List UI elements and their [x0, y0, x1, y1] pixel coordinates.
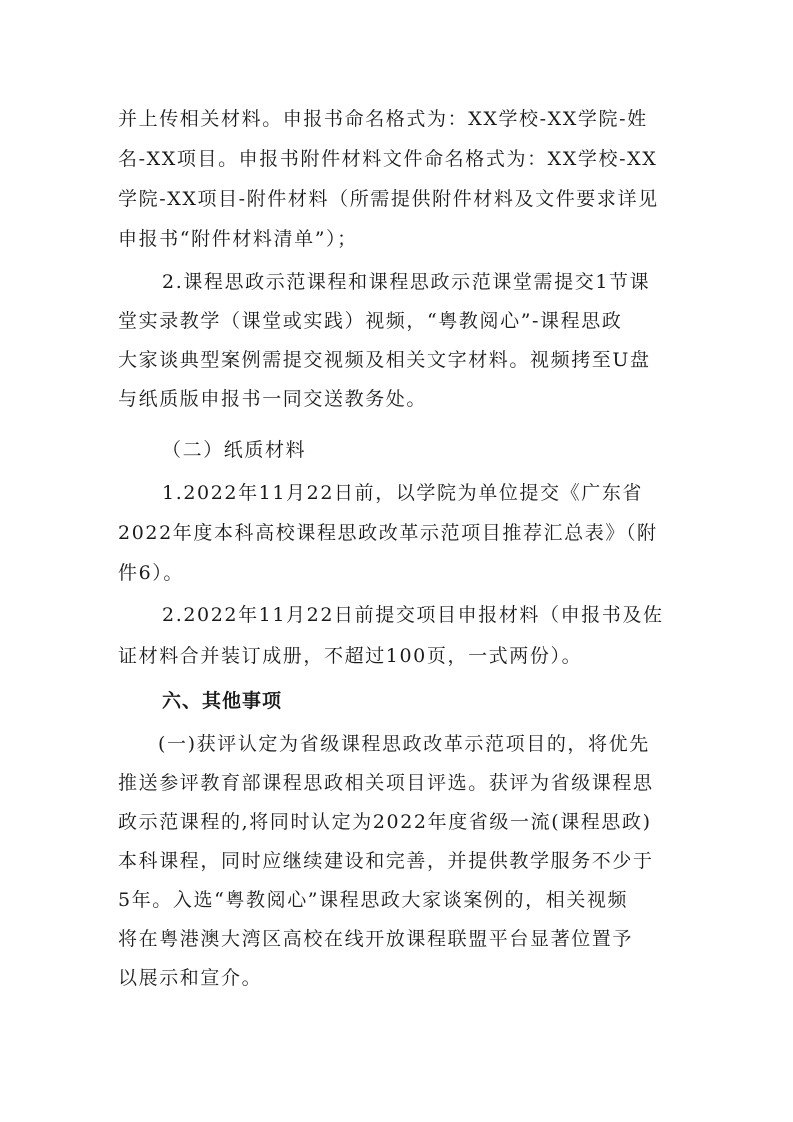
paragraph-line: 堂实录教学（课堂或实践）视频，“粤教阅心”-课程思政: [118, 310, 623, 332]
paragraph-line: 2.2022年11月22日前提交项目申报材料（申报书及佐: [162, 604, 664, 626]
paragraph-line: 本科课程，同时应继续建设和完善，并提供教学服务不少于: [118, 850, 654, 872]
paragraph-line: 件6）。: [118, 562, 184, 584]
paragraph-line: 2022年度本科高校课程思政改革示范项目推荐汇总表》（附: [118, 522, 658, 544]
paragraph-line: 大家谈典型案例需提交视频及相关文字材料。视频拷至U盘: [118, 349, 651, 371]
paragraph-line: 名-XX项目。申报书附件材料文件命名格式为：XX学校-XX: [118, 148, 658, 170]
paragraph-line: （二）纸质材料: [162, 439, 307, 461]
section-heading: 六、其他事项: [162, 690, 283, 712]
paragraph-line: 政示范课程的,将同时认定为2022年度省级一流(课程思政): [118, 811, 652, 833]
paragraph-line: 2.课程思政示范课程和课程思政示范课堂需提交1节课: [162, 271, 651, 293]
paragraph-line: 推送参评教育部课程思政相关项目评选。获评为省级课程思: [118, 772, 654, 794]
paragraph-line: 1.2022年11月22日前，以学院为单位提交《广东省: [162, 482, 644, 504]
paragraph-line: 与纸质版申报书一同交送教务处。: [118, 388, 428, 410]
paragraph-line: 5年。入选“粤教阅心”课程思政大家谈案例的，相关视频: [118, 889, 629, 911]
paragraph-line: 学院-XX项目-附件材料（所需提供附件材料及文件要求详见: [118, 188, 659, 210]
paragraph-line: 并上传相关材料。申报书命名格式为：XX学校-XX学院-姓: [118, 108, 648, 130]
paragraph-line: 以展示和宣介。: [118, 967, 263, 989]
paragraph-line: 将在粤港澳大湾区高校在线开放课程联盟平台显著位置予: [118, 928, 634, 950]
paragraph-line: 证材料合并装订成册，不超过100页，一式两份）。: [118, 645, 583, 667]
paragraph-line: (一)获评认定为省级课程思政改革示范项目的，将优先: [158, 733, 650, 755]
paragraph-line: 申报书“附件材料清单”）；: [118, 228, 358, 250]
